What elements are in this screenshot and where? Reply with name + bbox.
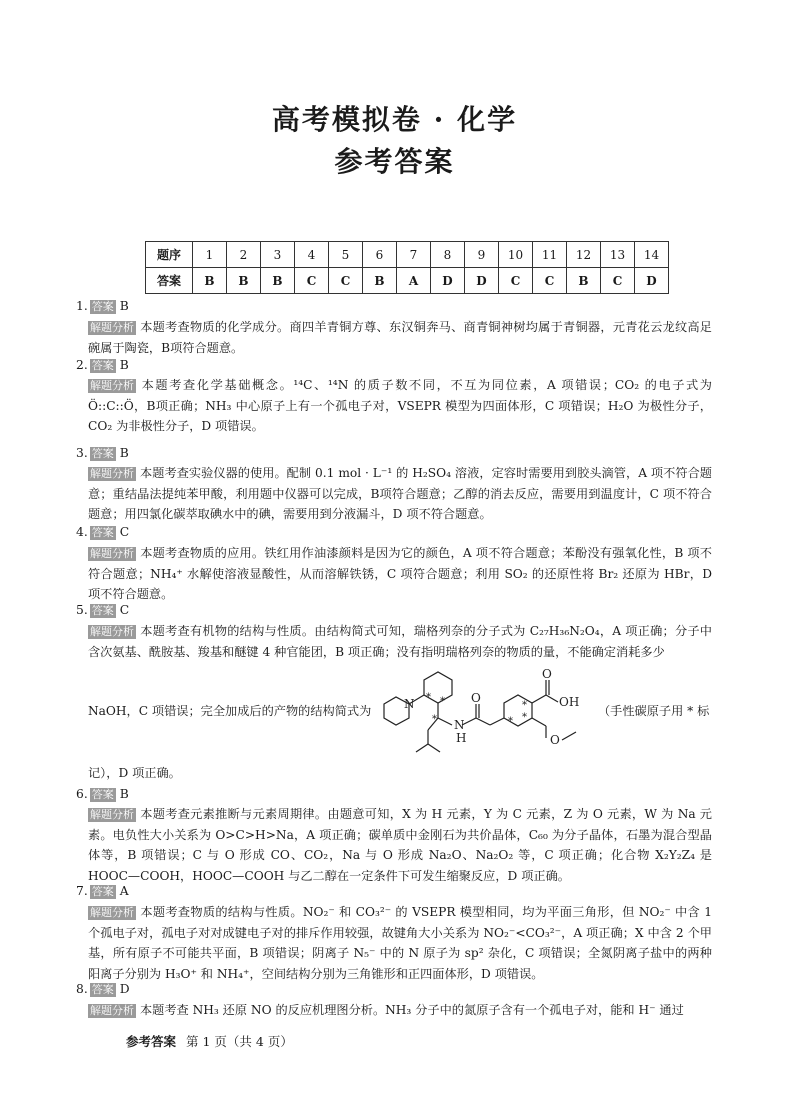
chiral-mark: * [508, 716, 513, 727]
answer-tag: 答案 [91, 885, 114, 898]
answer-cell: B [261, 268, 295, 294]
question-number: 2. [76, 358, 88, 372]
question-2-analysis [88, 375, 712, 437]
question-1-answer-line [76, 297, 129, 315]
question-number-cell: 2 [227, 242, 261, 268]
question-number: 5. [76, 603, 88, 617]
answer-table-answer-row [146, 268, 669, 294]
footer-label: 参考答案 [126, 1034, 177, 1049]
answer-cell: C [499, 268, 533, 294]
answer-tag: 答案 [91, 788, 114, 801]
chiral-mark: * [432, 714, 437, 725]
analysis-tag: 解题分析 [90, 808, 134, 821]
analysis-text: 本题考查有机物的结构与性质。由结构简式可知，瑞格列奈的分子式为 C₂₇H₃₆N₂O₄，A 项正确；分子中含次氨基、酰胺基、羧基和醚键 4 种官能团，B 项正确；没有指明瑞格列奈的物质的量，不能确定消耗多少 [88, 624, 712, 659]
chiral-mark: * [426, 692, 431, 703]
question-number-cell: 3 [261, 242, 295, 268]
analysis-tag: 解题分析 [90, 379, 134, 392]
answer-value: C [119, 603, 130, 617]
question-number: 3. [76, 446, 88, 460]
analysis-text: 本题考查化学基础概念。¹⁴C、¹⁴N 的质子数不同，不互为同位素，A 项错误；CO₂ 的电子式为 Ö::C::Ö，B项正确；NH₃ 中心原子上有一个孤电子对，VSEPR 模型为四面体形，C 项错误；H₂O 为极性分子，CO₂ 为非极性分子，D 项错误。 [88, 378, 712, 433]
answer-cell: C [295, 268, 329, 294]
question-5-answer-line [76, 601, 129, 619]
answer-value: C [119, 525, 130, 539]
question-number-cell: 1 [193, 242, 227, 268]
question-number-cell: 11 [533, 242, 567, 268]
question-number: 6. [76, 787, 88, 801]
question-5-analysis-continued: NaOH，C 项错误；完全加成后的产物的结构简式为 [88, 704, 372, 718]
structural-formula [376, 660, 598, 758]
page-title: 高考模拟卷 · 化学 [271, 103, 518, 136]
carbonyl-oxygen-label: O [471, 691, 481, 705]
analysis-tag: 解题分析 [90, 321, 134, 334]
answer-cell: B [227, 268, 261, 294]
question-number: 4. [76, 525, 88, 539]
answer-value: B [119, 299, 129, 313]
answer-cell: D [635, 268, 669, 294]
question-3-answer-line [76, 444, 129, 462]
analysis-tag: 解题分析 [90, 625, 134, 638]
question-number-cell: 14 [635, 242, 669, 268]
answer-cell: D [431, 268, 465, 294]
analysis-text: 本题考查物质的结构与性质。NO₂⁻ 和 CO₃²⁻ 的 VSEPR 模型相同，均为平面三角形，但 NO₂⁻ 中含 1 个孤电子对，孤电子对对成键电子对的排斥作用较强，故键角大小关系为 NO₂⁻<CO₃²⁻，A 项正确；X 中含 2 个甲基，所有原子不可能共平面，B 项错误；阴离子 N₅⁻ 中的 N 原子为 sp² 杂化，C 项错误；全氮阴离子盐中的两种阳离子分别为 H₃O⁺ 和 NH₄⁺，空间结构分别为三角锥形和正四面体形，D 项错误。 [88, 905, 712, 981]
question-7-analysis [88, 902, 712, 984]
answer-cell: C [329, 268, 363, 294]
row-header-answer: 答案 [146, 268, 193, 294]
question-number-cell: 7 [397, 242, 431, 268]
question-4-analysis [88, 543, 712, 605]
analysis-text: 本题考查实验仪器的使用。配制 0.1 mol · L⁻¹ 的 H₂SO₄ 溶液，定容时需要用到胶头滴管，A 项不符合题意；重结晶法提纯苯甲酸，利用题中仪器可以完成，B项符合题意；乙醇的消去反应，需要用到温度计，C 项不符合题意；用四氯化碳萃取碘水中的碘，需要用到分液漏斗，D 项不符合题意。 [88, 466, 712, 521]
question-number-cell: 4 [295, 242, 329, 268]
answer-cell: A [397, 268, 431, 294]
chiral-mark: * [522, 712, 527, 723]
question-8-answer-line [76, 980, 130, 998]
question-number: 8. [76, 982, 88, 996]
analysis-tag: 解题分析 [90, 467, 134, 480]
question-number-cell: 8 [431, 242, 465, 268]
question-4-answer-line [76, 523, 129, 541]
question-number-cell: 6 [363, 242, 397, 268]
question-number-cell: 10 [499, 242, 533, 268]
analysis-tag: 解题分析 [90, 906, 134, 919]
question-number: 7. [76, 884, 88, 898]
answer-value: D [119, 982, 130, 996]
hydroxyl-label: OH [559, 695, 580, 709]
answer-tag: 答案 [91, 526, 114, 539]
question-number-cell: 13 [601, 242, 635, 268]
answer-tag: 答案 [91, 447, 114, 460]
answer-table-number-row [146, 242, 669, 268]
ring-nitrogen-label: N [404, 697, 415, 711]
ether-oxygen-label: O [550, 733, 560, 747]
question-1-analysis [88, 317, 712, 358]
answer-tag: 答案 [91, 359, 114, 372]
chiral-mark: * [522, 700, 527, 711]
question-number: 1. [76, 299, 88, 313]
question-number-cell: 12 [567, 242, 601, 268]
question-3-analysis [88, 463, 712, 525]
answer-cell: D [465, 268, 499, 294]
chiral-mark: * [440, 696, 445, 707]
question-5-analysis [88, 621, 712, 662]
question-8-analysis [88, 1000, 712, 1021]
analysis-text: 本题考查 NH₃ 还原 NO 的反应机理图分析。NH₃ 分子中的氮原子含有一个孤电子对，能和 H⁻ 通过 [140, 1003, 684, 1017]
analysis-text: 本题考查物质的化学成分。商四羊青铜方尊、东汉铜奔马、商青铜神树均属于青铜器，元青花云龙纹高足碗属于陶瓷，B项符合题意。 [88, 320, 712, 355]
answer-tag: 答案 [91, 983, 114, 996]
row-header-number: 题序 [146, 242, 193, 268]
amide-hydrogen-label: H [456, 731, 467, 745]
carboxyl-oxygen-label: O [542, 667, 552, 681]
question-5-chiral-note: （手性碳原子用 * 标 [598, 704, 710, 718]
answer-cell: B [193, 268, 227, 294]
answer-cell: C [533, 268, 567, 294]
answer-tag: 答案 [91, 604, 114, 617]
answer-value: B [119, 358, 129, 372]
page-subtitle: 参考答案 [334, 145, 455, 178]
answer-table [145, 241, 669, 294]
answer-value: B [119, 787, 129, 801]
amide-nitrogen-label: N [454, 718, 465, 732]
answer-cell: B [567, 268, 601, 294]
answer-value: A [119, 884, 129, 898]
page-number: 第 1 页（共 4 页） [186, 1034, 293, 1049]
question-number-cell: 9 [465, 242, 499, 268]
question-5-analysis-end: 记），D 项正确。 [88, 766, 181, 780]
answer-value: B [119, 446, 129, 460]
analysis-text: 本题考查元素推断与元素周期律。由题意可知，X 为 H 元素，Y 为 C 元素，Z 为 O 元素，W 为 Na 元素。电负性大小关系为 O>C>H>Na，A 项正确；碳单质中金刚石为共价晶体，C₆₀ 为分子晶体，石墨为混合型晶体等，B 项错误；C 与 O 形成 CO、CO₂，Na 与 O 形成 Na₂O、Na₂O₂ 等，C 项正确；化合物 X₂Y₂Z₄ 是 HOOC—COOH，HOOC—COOH 与乙二醇在一定条件下可发生缩聚反应，D 项正确。 [88, 807, 712, 883]
analysis-tag: 解题分析 [90, 1004, 134, 1017]
question-6-answer-line [76, 785, 129, 803]
question-7-answer-line [76, 882, 129, 900]
answer-tag: 答案 [91, 300, 114, 313]
analysis-tag: 解题分析 [90, 547, 134, 560]
analysis-text: 本题考查物质的应用。铁红用作油漆颜料是因为它的颜色，A 项不符合题意；苯酚没有强氧化性，B 项不符合题意；NH₄⁺ 水解使溶液显酸性，从而溶解铁锈，C 项符合题意；利用 SO₂ 的还原性将 Br₂ 还原为 HBr，D 项不符合题意。 [88, 546, 712, 601]
question-2-answer-line [76, 356, 129, 374]
question-number-cell: 5 [329, 242, 363, 268]
page-footer [126, 1032, 293, 1050]
question-6-analysis [88, 804, 712, 886]
answer-cell: B [363, 268, 397, 294]
answer-cell: C [601, 268, 635, 294]
